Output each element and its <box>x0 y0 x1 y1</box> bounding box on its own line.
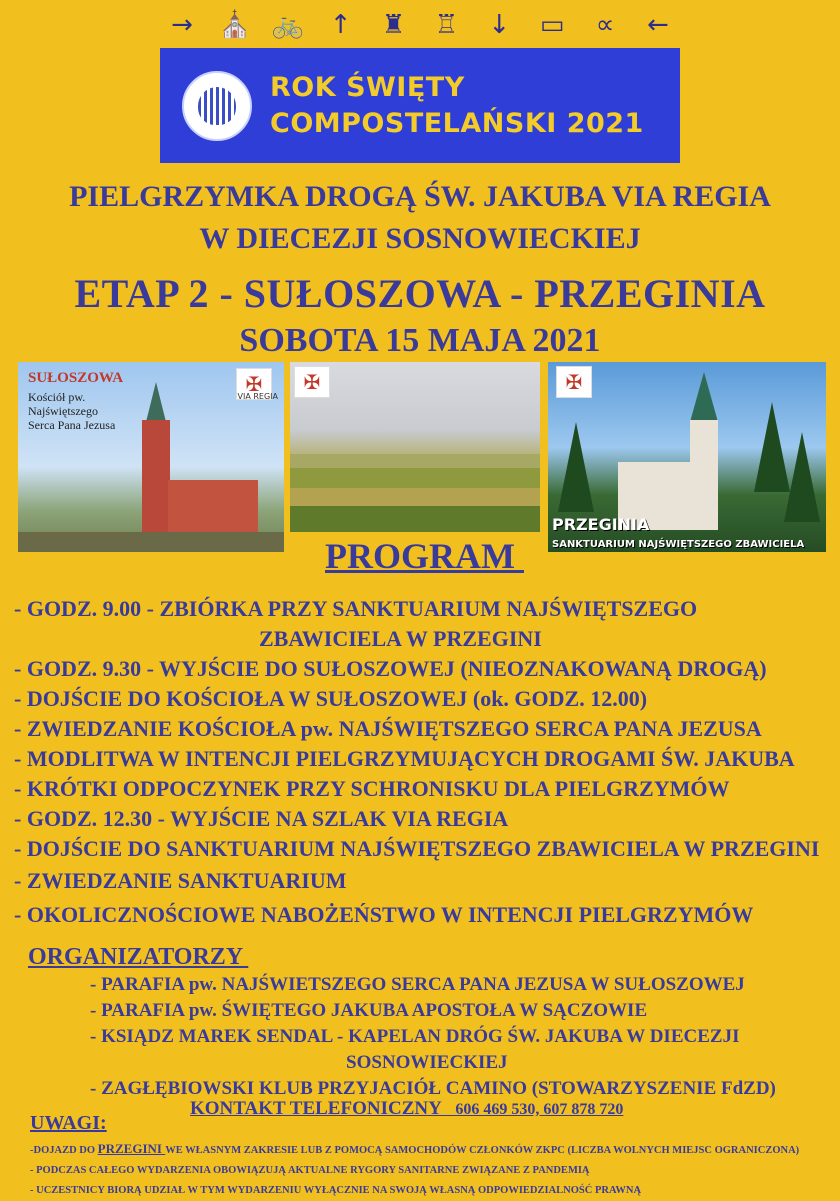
program-item: - ZWIEDZANIE KOŚCIOŁA pw. NAJŚWIĘTSZEGO SERCA PANA JEZUSA <box>14 716 762 741</box>
note-item: - UCZESTNICY BIORĄ UDZIAŁ W TYM WYDARZENIU WYŁĄCZNIE NA SWOJĄ WŁASNĄ ODPOWIEDZIALNOŚĆ PRAWNĄ <box>30 1185 642 1196</box>
organizer-item: - ZAGŁĘBIOWSKI KLUB PRZYJACIÓŁ CAMINO (STOWARZYSZENIE FdZD) <box>90 1078 776 1099</box>
pictogram-row <box>165 8 675 42</box>
organizer-item: - KSIĄDZ MAREK SENDAL - KAPELAN DRÓG ŚW. JAKUBA W DIECEZJI <box>90 1026 740 1047</box>
photo-caption-suloszowa: Kościół pw. Najświętszego Serca Pana Jezusa <box>28 390 116 432</box>
program-item: - GODZ. 9.00 - ZBIÓRKA PRZY SANKTUARIUM NAJŚWIĘTSZEGO <box>14 596 698 621</box>
note-item: - PODCZAS CAŁEGO WYDARZENIA OBOWIĄZUJĄ AKTUALNE RYGORY SANITARNE ZWIĄZANE Z PANDEMIĄ <box>30 1165 590 1176</box>
program-item: - OKOLICZNOŚCIOWE NABOŻEŃSTWO W INTENCJI PIELGRZYMÓW <box>14 902 754 927</box>
program-heading: PROGRAM <box>325 536 524 576</box>
compostela-seal-logo <box>182 71 252 141</box>
banner-line-1: ROK ŚWIĘTY <box>270 71 465 103</box>
przegini-underlined: PRZEGINI <box>97 1141 166 1156</box>
holy-year-banner <box>160 48 680 163</box>
program-item: - GODZ. 12.30 - WYJŚCIE NA SZLAK VIA REGIA <box>14 806 509 831</box>
bicycle-icon: 🚲 <box>271 10 304 40</box>
note-item: -DOJAZD DO PRZEGINI WE WŁASNYM ZAKRESIE LUB Z POMOCĄ SAMOCHODÓW CZŁONKÓW ZKPC (LICZBA WOLNYCH MIEJSC OGRANICZONA) <box>30 1141 800 1156</box>
organizer-item: SOSNOWIECKIEJ <box>346 1052 508 1073</box>
organizer-item: - PARAFIA pw. ŚWIĘTEGO JAKUBA APOSTOŁA W SĄCZOWIE <box>90 1000 648 1021</box>
tower-icon: ♖ <box>434 10 459 40</box>
organizer-item: - PARAFIA pw. NAJŚWIETSZEGO SERCA PANA JEZUSA W SUŁOSZOWEJ <box>90 974 745 995</box>
photo-label-suloszowa: SUŁOSZOWA <box>28 370 124 386</box>
program-item: - DOJŚCIE DO SANKTUARIUM NAJŚWIĘTSZEGO ZBAWICIELA W PRZEGINI <box>14 836 820 861</box>
church-icon: ⛪ <box>218 10 252 40</box>
program-item: - DOJŚCIE DO KOŚCIOŁA W SUŁOSZOWEJ (ok. GODZ. 12.00) <box>14 686 648 711</box>
organizers-list <box>90 972 830 1102</box>
photo-label-przeginia: PRZEGINIA <box>552 515 650 534</box>
banner-text <box>270 70 644 142</box>
arrow-right-icon: → <box>171 10 193 40</box>
program-item: - GODZ. 9.30 - WYJŚCIE DO SUŁOSZOWEJ (NIEOZNAKOWANĄ DROGĄ) <box>14 656 767 681</box>
program-item: - KRÓTKI ODPOCZYNEK PRZY SCHRONISKU DLA PIELGRZYMÓW <box>14 776 730 801</box>
pilgrimage-title: PIELGRZYMKA DROGĄ ŚW. JAKUBA VIA REGIA <box>69 180 771 213</box>
program-item: ZBAWICIELA W PRZEGINI <box>259 626 542 651</box>
program-item: - ZWIEDZANIE SANKTUARIUM <box>14 868 347 893</box>
event-date: SOBOTA 15 MAJA 2021 <box>239 322 601 359</box>
przeginia-sanctuary-photo <box>548 362 826 552</box>
program-item: - MODLITWA W INTENCJI PIELGRZYMUJĄCYCH DROGAMI ŚW. JAKUBA <box>14 746 795 771</box>
scallop-cross-badge: ✠ <box>556 366 592 398</box>
notes-heading: UWAGI: <box>30 1112 107 1134</box>
contact-line <box>190 1098 623 1120</box>
banner-line-2: COMPOSTELAŃSKI 2021 <box>270 107 644 139</box>
arrow-left-icon: ← <box>646 10 669 40</box>
sanctuary-tower <box>690 420 718 530</box>
program-list <box>14 594 836 930</box>
suloszowa-church-photo <box>18 362 284 552</box>
arrow-up-icon: ↑ <box>329 10 352 40</box>
notes-list <box>30 1139 830 1201</box>
sanctuary-spire <box>690 372 718 422</box>
arrow-down-icon: ↓ <box>488 10 511 40</box>
contact-label: KONTAKT TELEFONICZNY <box>190 1098 442 1119</box>
photo-caption-przeginia: SANKTUARIUM NAJŚWIĘTSZEGO ZBAWICIELA <box>552 539 805 550</box>
contact-phones: 606 469 530, 607 878 720 <box>455 1101 624 1118</box>
landscape-photo <box>290 362 540 532</box>
stage-title: ETAP 2 - SUŁOSZOWA - PRZEGINIA <box>74 271 766 316</box>
bed-icon: ▭ <box>539 10 565 40</box>
diocese-title: W DIECEZJI SOSNOWIECKIEJ <box>199 222 641 255</box>
stamp-icon: ♜ <box>381 10 406 40</box>
scallop-cross-badge: ✠ <box>236 368 272 400</box>
fish-icon: ∝ <box>595 10 615 40</box>
via-regia-mark: VIA REGIA <box>237 392 278 401</box>
organizers-heading: ORGANIZATORZY <box>28 944 249 970</box>
scallop-cross-badge: ✠ <box>294 366 330 398</box>
